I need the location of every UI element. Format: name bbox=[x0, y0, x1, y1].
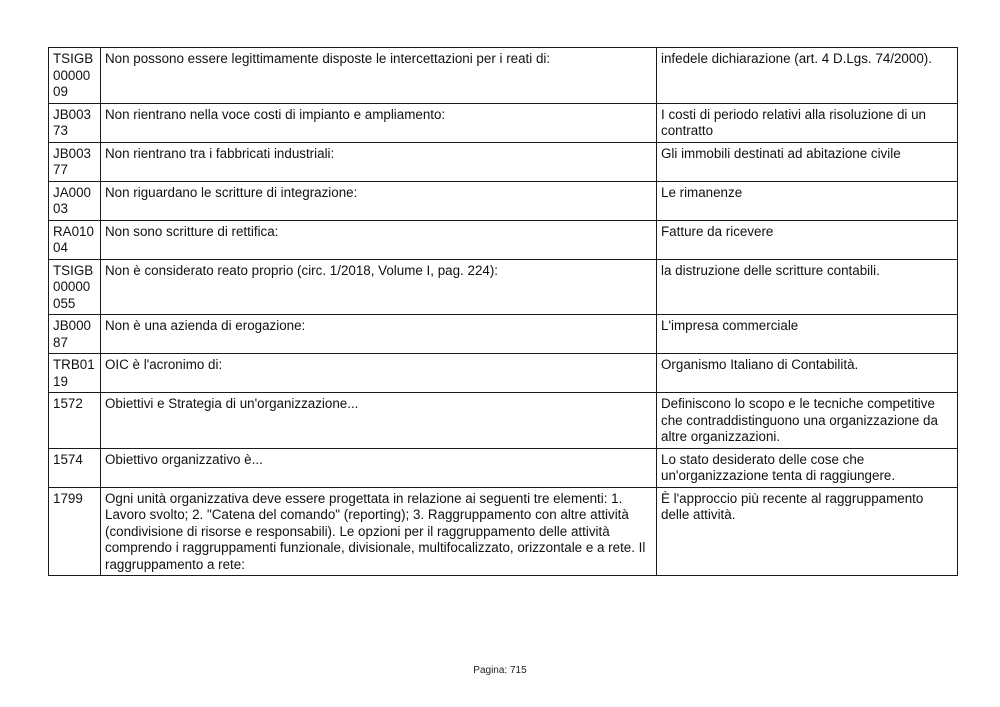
code-cell: TRB01 19 bbox=[49, 354, 101, 393]
question-cell: Non riguardano le scritture di integrazione: bbox=[101, 181, 657, 220]
code-cell: JB003 77 bbox=[49, 142, 101, 181]
table-row bbox=[49, 103, 958, 142]
question-cell: Non rientrano tra i fabbricati industriali: bbox=[101, 142, 657, 181]
table-row bbox=[49, 48, 958, 104]
code-cell: TSIGB 00000 055 bbox=[49, 259, 101, 315]
table-row bbox=[49, 487, 958, 576]
answer-cell: I costi di periodo relativi alla risoluzione di un contratto bbox=[657, 103, 958, 142]
table-row bbox=[49, 448, 958, 487]
answer-cell: Lo stato desiderato delle cose che un'organizzazione tenta di raggiungere. bbox=[657, 448, 958, 487]
table-row bbox=[49, 393, 958, 449]
question-cell: Non è una azienda di erogazione: bbox=[101, 315, 657, 354]
answer-cell: Le rimanenze bbox=[657, 181, 958, 220]
answer-cell: Organismo Italiano di Contabilità. bbox=[657, 354, 958, 393]
table-row bbox=[49, 259, 958, 315]
answer-cell: È l'approccio più recente al raggruppamento delle attività. bbox=[657, 487, 958, 576]
table-row bbox=[49, 181, 958, 220]
page-number: Pagina: 715 bbox=[473, 665, 527, 676]
question-cell: Ogni unità organizzativa deve essere progettata in relazione ai seguenti tre elementi: 1. Lavoro svolto; 2. "Catena del comando" (reporting); 3. Raggruppamento con altre attività (condivisione di risorse e responsabili). Le opzioni per il raggruppamento delle attività comprendo i raggruppamenti funzionale, divisionale, multifocalizzato, orizzontale e a rete. Il raggruppamento a rete: bbox=[101, 487, 657, 576]
answer-cell: Definiscono lo scopo e le tecniche competitive che contraddistinguono una organizzazione da altre organizzazioni. bbox=[657, 393, 958, 449]
code-cell: 1799 bbox=[49, 487, 101, 576]
code-cell: 1574 bbox=[49, 448, 101, 487]
code-cell: JB003 73 bbox=[49, 103, 101, 142]
table-row bbox=[49, 354, 958, 393]
table-row bbox=[49, 315, 958, 354]
question-answer-table bbox=[48, 47, 958, 576]
table-row bbox=[49, 142, 958, 181]
code-cell: RA010 04 bbox=[49, 220, 101, 259]
question-cell: Non è considerato reato proprio (circ. 1/2018, Volume I, pag. 224): bbox=[101, 259, 657, 315]
question-cell: Obiettivi e Strategia di un'organizzazione... bbox=[101, 393, 657, 449]
answer-cell: la distruzione delle scritture contabili. bbox=[657, 259, 958, 315]
question-cell: Obiettivo organizzativo è... bbox=[101, 448, 657, 487]
answer-cell: Fatture da ricevere bbox=[657, 220, 958, 259]
answer-cell: L'impresa commerciale bbox=[657, 315, 958, 354]
code-cell: 1572 bbox=[49, 393, 101, 449]
code-cell: TSIGB 00000 09 bbox=[49, 48, 101, 104]
question-cell: Non sono scritture di rettifica: bbox=[101, 220, 657, 259]
table-row bbox=[49, 220, 958, 259]
code-cell: JB000 87 bbox=[49, 315, 101, 354]
code-cell: JA000 03 bbox=[49, 181, 101, 220]
question-cell: Non rientrano nella voce costi di impianto e ampliamento: bbox=[101, 103, 657, 142]
question-cell: OIC è l'acronimo di: bbox=[101, 354, 657, 393]
question-cell: Non possono essere legittimamente disposte le intercettazioni per i reati di: bbox=[101, 48, 657, 104]
table-body bbox=[49, 48, 958, 576]
answer-cell: Gli immobili destinati ad abitazione civile bbox=[657, 142, 958, 181]
answer-cell: infedele dichiarazione (art. 4 D.Lgs. 74/2000). bbox=[657, 48, 958, 104]
